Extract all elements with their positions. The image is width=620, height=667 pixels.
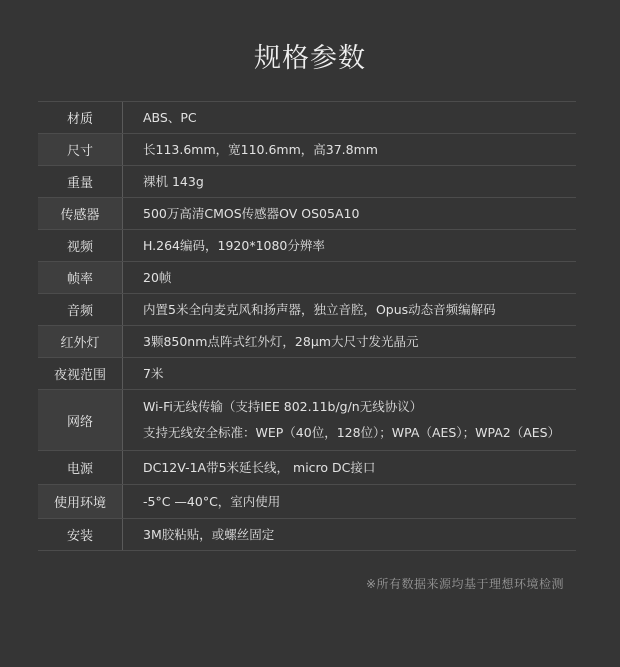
spec-value-line: 长113.6mm，宽110.6mm，高37.8mm <box>143 141 378 157</box>
spec-value-line: 3M胶粘贴，或螺丝固定 <box>143 526 275 542</box>
spec-value-line: DC12V-1A带5米延长线， micro DC接口 <box>143 459 376 475</box>
spec-value <box>123 166 576 197</box>
spec-row-video <box>38 229 576 261</box>
spec-value <box>123 451 576 484</box>
spec-value-line: 7米 <box>143 365 164 381</box>
spec-value-line: 20帧 <box>143 269 172 285</box>
spec-label: 电源 <box>38 451 123 484</box>
spec-value <box>123 390 576 450</box>
spec-value-line: 内置5米全向麦克风和扬声器，独立音腔，Opus动态音频编解码 <box>143 301 496 317</box>
spec-value-line: ABS、PC <box>143 109 197 125</box>
spec-value-line: 500万高清CMOS传感器OV OS05A10 <box>143 205 360 221</box>
spec-row-framerate <box>38 261 576 293</box>
spec-row-environment <box>38 484 576 518</box>
spec-value <box>123 262 576 293</box>
spec-label: 尺寸 <box>38 134 123 165</box>
spec-value <box>123 134 576 165</box>
spec-value <box>123 485 576 518</box>
spec-row-sensor <box>38 197 576 229</box>
spec-row-audio <box>38 293 576 325</box>
spec-row-weight <box>38 165 576 197</box>
spec-value-line: 支持无线安全标准：WEP（40位，128位）；WPA（AES）；WPA2（AES） <box>143 425 561 440</box>
spec-value-line: 3颗850nm点阵式红外灯，28µm大尺寸发光晶元 <box>143 333 419 349</box>
spec-row-power <box>38 450 576 484</box>
page-title: 规格参数 <box>254 43 366 74</box>
spec-value <box>123 230 576 261</box>
spec-value-line: 裸机 143g <box>143 173 204 189</box>
spec-value <box>123 198 576 229</box>
spec-value <box>123 294 576 325</box>
spec-value <box>123 326 576 357</box>
spec-label: 网络 <box>38 390 123 450</box>
spec-value-line: -5°C —40°C，室内使用 <box>143 493 281 509</box>
spec-row-night-vision <box>38 357 576 389</box>
spec-label: 使用环境 <box>38 485 123 518</box>
spec-value-line: H.264编码，1920*1080分辨率 <box>143 237 325 253</box>
spec-table <box>38 101 576 551</box>
spec-label: 音频 <box>38 294 123 325</box>
spec-label: 帧率 <box>38 262 123 293</box>
spec-row-material <box>38 101 576 133</box>
spec-row-install <box>38 518 576 551</box>
footnote: ※所有数据来源均基于理想环境检测 <box>365 577 564 591</box>
spec-label: 夜视范围 <box>38 358 123 389</box>
spec-row-size <box>38 133 576 165</box>
spec-label: 安装 <box>38 519 123 550</box>
spec-value <box>123 102 576 133</box>
spec-label: 视频 <box>38 230 123 261</box>
spec-label: 红外灯 <box>38 326 123 357</box>
spec-row-infrared <box>38 325 576 357</box>
spec-row-network <box>38 389 576 450</box>
spec-value <box>123 358 576 389</box>
spec-label: 材质 <box>38 102 123 133</box>
spec-label: 重量 <box>38 166 123 197</box>
spec-label: 传感器 <box>38 198 123 229</box>
spec-value-line: Wi-Fi无线传输（支持IEE 802.11b/g/n无线协议） <box>143 399 423 414</box>
spec-value <box>123 519 576 550</box>
